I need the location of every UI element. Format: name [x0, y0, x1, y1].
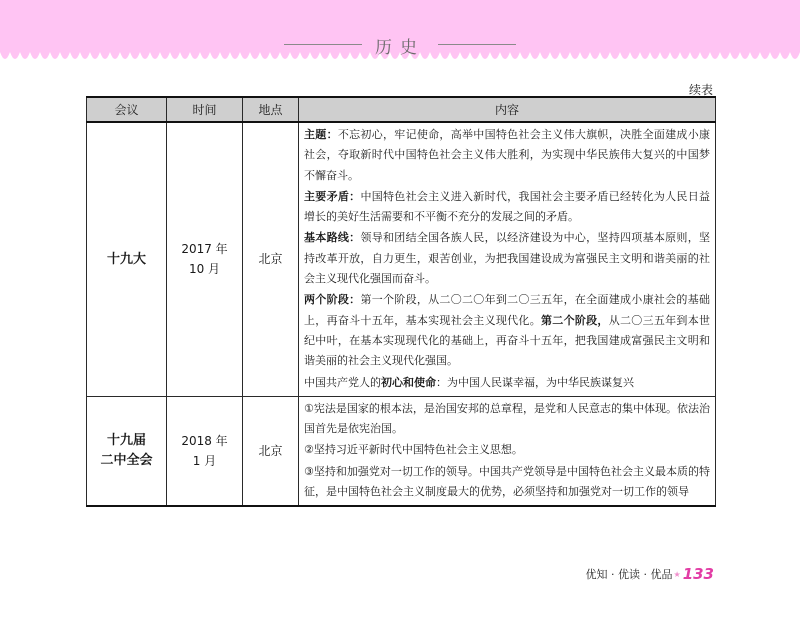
- footer-slogan: 优知 · 优读 · 优品: [585, 568, 673, 581]
- content-paragraph: ②坚持习近平新时代中国特色社会主义思想。: [304, 443, 523, 457]
- history-table: [86, 96, 716, 507]
- col-header-time: 时间: [167, 97, 243, 122]
- col-header-meeting: 会议: [87, 97, 167, 122]
- page-number: 133: [682, 565, 714, 583]
- content-text: 不忘初心，牢记使命，高举中国特色社会主义伟大旗帜，决胜全面建成小康社会，夺取新时代中国特色社会主义伟大胜利，为实现中华民族伟大复兴的中国梦不懈奋斗。: [304, 128, 710, 182]
- content-paragraph-theme: [304, 125, 710, 186]
- page-footer: [586, 565, 714, 583]
- time-cell: [167, 122, 243, 396]
- content-text: 中国特色社会主义进入新时代，我国社会主要矛盾已经转化为人民日益增长的美好生活需要和不平衡不充分的发展之间的矛盾。: [304, 189, 711, 224]
- header-rule-right: [438, 44, 516, 45]
- content-paragraph-basic-line: [304, 228, 710, 289]
- content-paragraph-two-stages: [304, 290, 710, 371]
- table-row: [87, 122, 716, 396]
- meeting-name: 十九大: [106, 251, 146, 267]
- place-cell: 北京: [243, 122, 299, 396]
- continued-label: 续表: [688, 83, 713, 97]
- col-header-place: 地点: [243, 97, 299, 122]
- meeting-cell: [87, 122, 167, 396]
- time-month: 1 月: [192, 454, 217, 469]
- meeting-name-line1: 十九届: [106, 433, 146, 449]
- content-cell: [299, 396, 716, 506]
- content-key: 主题：: [304, 128, 338, 141]
- table-header-row: [87, 97, 716, 122]
- time-cell: [167, 396, 243, 506]
- time-year: 2017 年: [181, 242, 228, 257]
- time-month: 10 月: [188, 262, 221, 277]
- content-paragraph: ③坚持和加强党对一切工作的领导。中国共产党领导是中国特色社会主义最本质的特征，是中国特色社会主义制度最大的优势，必须坚持和加强党对一切工作的领导: [304, 464, 710, 499]
- content-key: 第二个阶段，: [541, 313, 609, 327]
- place-cell: 北京: [243, 396, 299, 506]
- content-paragraph: ①宪法是国家的根本法，是治国安邦的总章程，是党和人民意志的集中体现。依法治国首先是依宪治国。: [304, 401, 710, 436]
- time-year: 2018 年: [181, 434, 228, 449]
- content-text: 从二〇三五年到本世纪中叶，在基本实现现代化的基础上，再奋斗十五年，把我国建成富强民主文明和谐美丽的社会主义现代化强国。: [304, 313, 711, 368]
- content-text: ：为中国人民谋幸福，为中华民族谋复兴: [436, 375, 634, 389]
- content-key: 主要矛盾：: [304, 189, 361, 203]
- content-text: 中国共产党人的: [304, 375, 381, 389]
- content-paragraph-mission: [304, 373, 710, 393]
- page-subject: 历史: [375, 38, 425, 58]
- meeting-name-line2: 二中全会: [100, 453, 153, 469]
- content-cell: [299, 122, 716, 396]
- meeting-cell: [87, 396, 167, 506]
- col-header-content: 内容: [299, 97, 716, 122]
- content-key: 两个阶段：: [304, 293, 361, 307]
- star-icon: ★: [673, 569, 681, 579]
- content-key: 基本路线：: [304, 231, 361, 245]
- content-paragraph-contradiction: [304, 187, 710, 228]
- table-row: [87, 396, 716, 506]
- content-text: 第一个阶段，从二〇二〇年到二〇三五年，在全面建成小康社会的基础上，再奋斗十五年，基本实现社会主义现代化。: [304, 293, 711, 327]
- content-text: 领导和团结全国各族人民，以经济建设为中心，坚持四项基本原则，坚持改革开放，自力更生，艰苦创业，为把我国建设成为富强民主文明和谐美丽的社会主义现代化强国而奋斗。: [304, 231, 711, 286]
- content-key: 初心和使命: [381, 375, 436, 389]
